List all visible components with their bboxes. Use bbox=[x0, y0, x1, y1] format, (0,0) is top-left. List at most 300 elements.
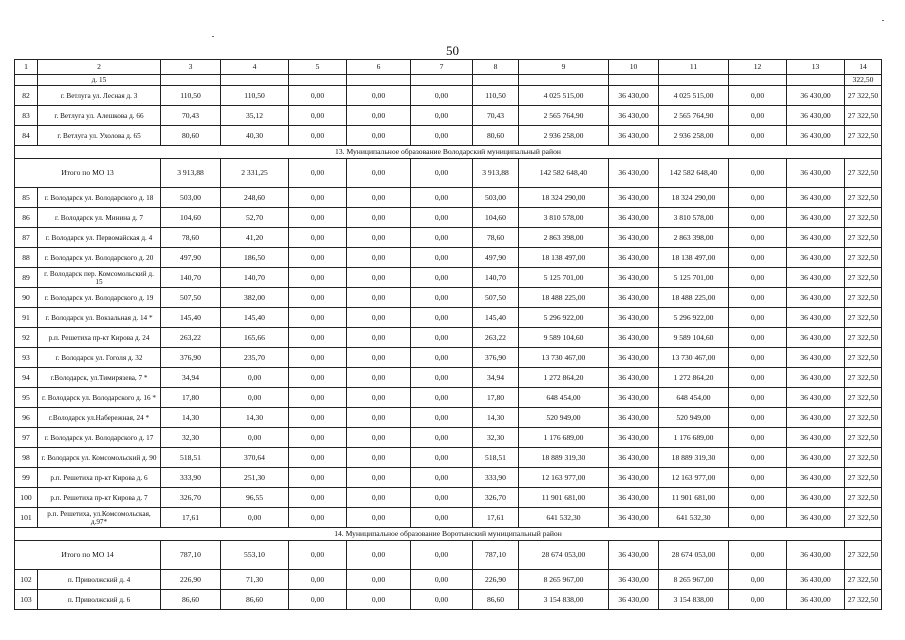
cell-no: 82 bbox=[15, 86, 38, 106]
cell-col4: 0,00 bbox=[221, 368, 289, 388]
cell-col14: 27 322,50 bbox=[845, 408, 882, 428]
cell-no: 103 bbox=[15, 590, 38, 610]
cell-col14: 27 322,50 bbox=[845, 106, 882, 126]
cell-col7: 0,00 bbox=[411, 348, 473, 368]
cell-col3: 3 913,88 bbox=[161, 159, 221, 188]
column-index-cell: 10 bbox=[609, 60, 659, 75]
cell-col14: 27 322,50 bbox=[845, 541, 882, 570]
cell-col6: 0,00 bbox=[347, 590, 411, 610]
cell-empty bbox=[161, 75, 221, 86]
cell-col9: 648 454,00 bbox=[519, 388, 609, 408]
column-index-cell: 12 bbox=[729, 60, 787, 75]
cell-col8: 376,90 bbox=[473, 348, 519, 368]
cell-col12: 0,00 bbox=[729, 288, 787, 308]
cell-col10: 36 430,00 bbox=[609, 408, 659, 428]
cell-col9: 12 163 977,00 bbox=[519, 468, 609, 488]
cell-col14: 27 322,50 bbox=[845, 248, 882, 268]
cell-col9: 3 810 578,00 bbox=[519, 208, 609, 228]
cell-empty bbox=[659, 75, 729, 86]
cell-col13: 36 430,00 bbox=[787, 159, 845, 188]
cell-col11: 2 863 398,00 bbox=[659, 228, 729, 248]
cell-address: г. Ветлуга ул. Алешкова д. 66 bbox=[38, 106, 161, 126]
cell-col4: 2 331,25 bbox=[221, 159, 289, 188]
cell-col8: 3 913,88 bbox=[473, 159, 519, 188]
cell-col14: 27 322,50 bbox=[845, 328, 882, 348]
cell-no: 89 bbox=[15, 268, 38, 288]
section-header-14 bbox=[15, 528, 882, 541]
cell-col3: 376,90 bbox=[161, 348, 221, 368]
cell-col12: 0,00 bbox=[729, 126, 787, 146]
cell-col10: 36 430,00 bbox=[609, 268, 659, 288]
cell-col11: 142 582 648,40 bbox=[659, 159, 729, 188]
cell-empty bbox=[411, 75, 473, 86]
cell-col6: 0,00 bbox=[347, 348, 411, 368]
cell-col14: 27 322,50 bbox=[845, 288, 882, 308]
cell-col4: 35,12 bbox=[221, 106, 289, 126]
cell-col9: 18 889 319,30 bbox=[519, 448, 609, 468]
section-title: 13. Муниципальное образование Володарский муниципальный район bbox=[15, 146, 882, 159]
cell-empty bbox=[729, 75, 787, 86]
cell-col4: 370,64 bbox=[221, 448, 289, 468]
cell-col4: 96,55 bbox=[221, 488, 289, 508]
cell-col3: 110,50 bbox=[161, 86, 221, 106]
cell-address: п. Приволжский д. 6 bbox=[38, 590, 161, 610]
cell-col14: 27 322,50 bbox=[845, 488, 882, 508]
cell-col8: 326,70 bbox=[473, 488, 519, 508]
cell-no: 97 bbox=[15, 428, 38, 448]
cell-col3: 333,90 bbox=[161, 468, 221, 488]
cell-no: 101 bbox=[15, 508, 38, 528]
cell-no: 90 bbox=[15, 288, 38, 308]
cell-col6: 0,00 bbox=[347, 408, 411, 428]
cell-col5: 0,00 bbox=[289, 368, 347, 388]
cell-col4: 52,70 bbox=[221, 208, 289, 228]
cell-empty bbox=[473, 75, 519, 86]
cell-col7: 0,00 bbox=[411, 106, 473, 126]
cell-col14: 27 322,50 bbox=[845, 159, 882, 188]
cell-col3: 14,30 bbox=[161, 408, 221, 428]
cell-address: г. Ветлуга ул. Ухолова д. 65 bbox=[38, 126, 161, 146]
cell-col9: 13 730 467,00 bbox=[519, 348, 609, 368]
cell-address: г. Володарск пер. Комсомольский д. 15 bbox=[38, 268, 161, 288]
cell-col3: 70,43 bbox=[161, 106, 221, 126]
cell-col12: 0,00 bbox=[729, 541, 787, 570]
cell-col11: 1 272 864,20 bbox=[659, 368, 729, 388]
cell-col3: 497,90 bbox=[161, 248, 221, 268]
cell-col9: 18 324 290,00 bbox=[519, 188, 609, 208]
cell-col3: 140,70 bbox=[161, 268, 221, 288]
cell-col6: 0,00 bbox=[347, 468, 411, 488]
cell-col13: 36 430,00 bbox=[787, 228, 845, 248]
cell-col5: 0,00 bbox=[289, 126, 347, 146]
cell-col11: 13 730 467,00 bbox=[659, 348, 729, 368]
cell-col13: 36 430,00 bbox=[787, 590, 845, 610]
cell-address: р.п. Решетиха пр-кт Кирова д. 6 bbox=[38, 468, 161, 488]
cell-col8: 17,80 bbox=[473, 388, 519, 408]
cell-col6: 0,00 bbox=[347, 268, 411, 288]
cell-no: 83 bbox=[15, 106, 38, 126]
cell-col4: 235,70 bbox=[221, 348, 289, 368]
cell-col10: 36 430,00 bbox=[609, 248, 659, 268]
cell-no: 88 bbox=[15, 248, 38, 268]
cell-col14: 27 322,50 bbox=[845, 308, 882, 328]
cell-col10: 36 430,00 bbox=[609, 308, 659, 328]
cell-col12: 0,00 bbox=[729, 388, 787, 408]
cell-col13: 36 430,00 bbox=[787, 508, 845, 528]
cell-col8: 80,60 bbox=[473, 126, 519, 146]
cell-col14: 27 322,50 bbox=[845, 348, 882, 368]
cell-col10: 36 430,00 bbox=[609, 508, 659, 528]
cell-col5: 0,00 bbox=[289, 488, 347, 508]
cell-address: р.п. Решетиха пр-кт Кирова д. 7 bbox=[38, 488, 161, 508]
cell-col7: 0,00 bbox=[411, 159, 473, 188]
cell-col5: 0,00 bbox=[289, 308, 347, 328]
cell-col3: 104,60 bbox=[161, 208, 221, 228]
cell-col4: 186,50 bbox=[221, 248, 289, 268]
cell-col5: 0,00 bbox=[289, 428, 347, 448]
cell-empty bbox=[289, 75, 347, 86]
cell-col6: 0,00 bbox=[347, 228, 411, 248]
cell-col4: 86,60 bbox=[221, 590, 289, 610]
cell-col5: 0,00 bbox=[289, 268, 347, 288]
cell-col12: 0,00 bbox=[729, 308, 787, 328]
cell-col9: 18 138 497,00 bbox=[519, 248, 609, 268]
cell-col6: 0,00 bbox=[347, 86, 411, 106]
cell-address: г. Володарск ул. Минина д. 7 bbox=[38, 208, 161, 228]
cell-col5: 0,00 bbox=[289, 468, 347, 488]
cell-col12: 0,00 bbox=[729, 248, 787, 268]
cell-col8: 263,22 bbox=[473, 328, 519, 348]
cell-no: 100 bbox=[15, 488, 38, 508]
table-row bbox=[15, 268, 882, 288]
cell-col7: 0,00 bbox=[411, 308, 473, 328]
cell-col12: 0,00 bbox=[729, 488, 787, 508]
cell-col12: 0,00 bbox=[729, 428, 787, 448]
section-header-13 bbox=[15, 146, 882, 159]
cell-col5: 0,00 bbox=[289, 570, 347, 590]
cell-col11: 9 589 104,60 bbox=[659, 328, 729, 348]
cell-col5: 0,00 bbox=[289, 541, 347, 570]
table-row bbox=[15, 248, 882, 268]
cell-col3: 226,90 bbox=[161, 570, 221, 590]
cell-col14: 27 322,50 bbox=[845, 448, 882, 468]
table-row bbox=[15, 106, 882, 126]
table-row bbox=[15, 570, 882, 590]
cell-col9: 520 949,00 bbox=[519, 408, 609, 428]
cell-col6: 0,00 bbox=[347, 328, 411, 348]
cell-col10: 36 430,00 bbox=[609, 86, 659, 106]
carried-over-row bbox=[15, 75, 882, 86]
cell-col3: 78,60 bbox=[161, 228, 221, 248]
cell-col11: 641 532,30 bbox=[659, 508, 729, 528]
cell-col6: 0,00 bbox=[347, 248, 411, 268]
cell-col10: 36 430,00 bbox=[609, 590, 659, 610]
cell-col7: 0,00 bbox=[411, 86, 473, 106]
cell-address: г.Володарск ул.Набережная, 24 * bbox=[38, 408, 161, 428]
cell-col4: 0,00 bbox=[221, 388, 289, 408]
cell-col5: 0,00 bbox=[289, 348, 347, 368]
cell-col9: 5 125 701,00 bbox=[519, 268, 609, 288]
cell-col14: 27 322,50 bbox=[845, 126, 882, 146]
cell-col8: 32,30 bbox=[473, 428, 519, 448]
cell-col10: 36 430,00 bbox=[609, 159, 659, 188]
cell-col5: 0,00 bbox=[289, 328, 347, 348]
cell-col5: 0,00 bbox=[289, 508, 347, 528]
table-row bbox=[15, 488, 882, 508]
cell-col11: 18 889 319,30 bbox=[659, 448, 729, 468]
cell-col10: 36 430,00 bbox=[609, 488, 659, 508]
cell-col9: 18 488 225,00 bbox=[519, 288, 609, 308]
cell-col6: 0,00 bbox=[347, 428, 411, 448]
cell-col8: 78,60 bbox=[473, 228, 519, 248]
cell-col4: 248,60 bbox=[221, 188, 289, 208]
cell-col12: 0,00 bbox=[729, 468, 787, 488]
cell-col10: 36 430,00 bbox=[609, 188, 659, 208]
cell-col4: 251,30 bbox=[221, 468, 289, 488]
cell-col5: 0,00 bbox=[289, 288, 347, 308]
cell-address: г. Володарск ул. Первомайская д. 4 bbox=[38, 228, 161, 248]
cell-col4: 0,00 bbox=[221, 428, 289, 448]
cell-col9: 5 296 922,00 bbox=[519, 308, 609, 328]
cell-col11: 2 936 258,00 bbox=[659, 126, 729, 146]
cell-col10: 36 430,00 bbox=[609, 468, 659, 488]
page-number: 50 bbox=[446, 43, 459, 58]
table-row bbox=[15, 428, 882, 448]
cell-col7: 0,00 bbox=[411, 328, 473, 348]
cell-col11: 18 138 497,00 bbox=[659, 248, 729, 268]
cell-col5: 0,00 bbox=[289, 159, 347, 188]
table-row bbox=[15, 348, 882, 368]
cell-no: 94 bbox=[15, 368, 38, 388]
cell-col7: 0,00 bbox=[411, 126, 473, 146]
cell-col10: 36 430,00 bbox=[609, 448, 659, 468]
cell-col7: 0,00 bbox=[411, 248, 473, 268]
cell-col7: 0,00 bbox=[411, 468, 473, 488]
cell-col7: 0,00 bbox=[411, 590, 473, 610]
cell-col12: 0,00 bbox=[729, 448, 787, 468]
cell-col11: 520 949,00 bbox=[659, 408, 729, 428]
cell-col14: 27 322,50 bbox=[845, 228, 882, 248]
cell-col12: 0,00 bbox=[729, 188, 787, 208]
cell-col9: 641 532,30 bbox=[519, 508, 609, 528]
cell-col14: 27 322,50 bbox=[845, 388, 882, 408]
cell-address: п. Приволжский д. 4 bbox=[38, 570, 161, 590]
cell-col7: 0,00 bbox=[411, 570, 473, 590]
cell-col11: 8 265 967,00 bbox=[659, 570, 729, 590]
cell-col7: 0,00 bbox=[411, 388, 473, 408]
table-row bbox=[15, 126, 882, 146]
cell-col13: 36 430,00 bbox=[787, 106, 845, 126]
cell-col4: 145,40 bbox=[221, 308, 289, 328]
cell-col12: 0,00 bbox=[729, 208, 787, 228]
cell-col9: 142 582 648,40 bbox=[519, 159, 609, 188]
cell-col10: 36 430,00 bbox=[609, 368, 659, 388]
cell-address: д. 15 bbox=[38, 75, 161, 86]
cell-col3: 507,50 bbox=[161, 288, 221, 308]
cell-col8: 497,90 bbox=[473, 248, 519, 268]
cell-col13: 36 430,00 bbox=[787, 86, 845, 106]
cell-col5: 0,00 bbox=[289, 106, 347, 126]
cell-address: г.Володарск, ул.Тимирязева, 7 * bbox=[38, 368, 161, 388]
column-index-cell: 6 bbox=[347, 60, 411, 75]
cell-col12: 0,00 bbox=[729, 590, 787, 610]
cell-col8: 110,50 bbox=[473, 86, 519, 106]
cell-no bbox=[15, 75, 38, 86]
cell-col10: 36 430,00 bbox=[609, 228, 659, 248]
cell-col9: 8 265 967,00 bbox=[519, 570, 609, 590]
cell-col8: 787,10 bbox=[473, 541, 519, 570]
cell-col11: 1 176 689,00 bbox=[659, 428, 729, 448]
cell-address: р.п. Решетиха пр-кт Кирова д. 24 bbox=[38, 328, 161, 348]
cell-col12: 0,00 bbox=[729, 348, 787, 368]
cell-col6: 0,00 bbox=[347, 106, 411, 126]
table-row bbox=[15, 590, 882, 610]
cell-col13: 36 430,00 bbox=[787, 288, 845, 308]
cell-col12: 0,00 bbox=[729, 106, 787, 126]
cell-address: г. Володарск ул. Комсомольский д. 90 bbox=[38, 448, 161, 468]
cell-col12: 0,00 bbox=[729, 86, 787, 106]
cell-col14: 27 322,50 bbox=[845, 570, 882, 590]
cell-col13: 36 430,00 bbox=[787, 208, 845, 228]
cell-col11: 5 125 701,00 bbox=[659, 268, 729, 288]
cell-no: 99 bbox=[15, 468, 38, 488]
cell-col10: 36 430,00 bbox=[609, 328, 659, 348]
cell-col11: 2 565 764,90 bbox=[659, 106, 729, 126]
cell-col8: 145,40 bbox=[473, 308, 519, 328]
cell-col11: 18 488 225,00 bbox=[659, 288, 729, 308]
cell-col10: 36 430,00 bbox=[609, 388, 659, 408]
cell-col8: 86,60 bbox=[473, 590, 519, 610]
cell-col4: 382,00 bbox=[221, 288, 289, 308]
cell-col13: 36 430,00 bbox=[787, 468, 845, 488]
cell-col13: 36 430,00 bbox=[787, 428, 845, 448]
cell-col5: 0,00 bbox=[289, 86, 347, 106]
cell-col12: 0,00 bbox=[729, 408, 787, 428]
cell-col9: 2 936 258,00 bbox=[519, 126, 609, 146]
column-index-cell: 7 bbox=[411, 60, 473, 75]
cell-col13: 36 430,00 bbox=[787, 268, 845, 288]
cell-no: 87 bbox=[15, 228, 38, 248]
cell-col3: 326,70 bbox=[161, 488, 221, 508]
section-title: 14. Муниципальное образование Воротынский муниципальный район bbox=[15, 528, 882, 541]
cell-total-label: Итого по МО 13 bbox=[15, 159, 161, 188]
cell-col13: 36 430,00 bbox=[787, 188, 845, 208]
cell-col6: 0,00 bbox=[347, 388, 411, 408]
cell-col13: 36 430,00 bbox=[787, 488, 845, 508]
cell-col8: 70,43 bbox=[473, 106, 519, 126]
cell-col7: 0,00 bbox=[411, 228, 473, 248]
cell-col10: 36 430,00 bbox=[609, 208, 659, 228]
cell-col3: 503,00 bbox=[161, 188, 221, 208]
cell-col12: 0,00 bbox=[729, 368, 787, 388]
cell-col6: 0,00 bbox=[347, 488, 411, 508]
cell-col13: 36 430,00 bbox=[787, 248, 845, 268]
cell-col13: 36 430,00 bbox=[787, 348, 845, 368]
cell-col10: 36 430,00 bbox=[609, 541, 659, 570]
table-row bbox=[15, 468, 882, 488]
cell-col11: 12 163 977,00 bbox=[659, 468, 729, 488]
cell-col3: 787,10 bbox=[161, 541, 221, 570]
column-index-cell: 13 bbox=[787, 60, 845, 75]
total-row-14 bbox=[15, 541, 882, 570]
cell-address: г. Володарск ул. Вокзальная д. 14 * bbox=[38, 308, 161, 328]
cell-col14: 27 322,50 bbox=[845, 590, 882, 610]
table-row bbox=[15, 368, 882, 388]
cell-col7: 0,00 bbox=[411, 208, 473, 228]
cell-col4: 140,70 bbox=[221, 268, 289, 288]
cell-col3: 518,51 bbox=[161, 448, 221, 468]
cell-col9: 11 901 681,00 bbox=[519, 488, 609, 508]
cell-col5: 0,00 bbox=[289, 188, 347, 208]
scan-speck bbox=[212, 36, 214, 37]
cell-col13: 36 430,00 bbox=[787, 368, 845, 388]
cell-col7: 0,00 bbox=[411, 488, 473, 508]
table-row bbox=[15, 308, 882, 328]
cell-col8: 104,60 bbox=[473, 208, 519, 228]
cell-address: г. Володарск ул. Володарского д. 19 bbox=[38, 288, 161, 308]
cell-col9: 28 674 053,00 bbox=[519, 541, 609, 570]
cell-col10: 36 430,00 bbox=[609, 348, 659, 368]
cell-col3: 145,40 bbox=[161, 308, 221, 328]
cell-no: 96 bbox=[15, 408, 38, 428]
cell-empty bbox=[787, 75, 845, 86]
column-index-cell: 9 bbox=[519, 60, 609, 75]
table-row bbox=[15, 288, 882, 308]
cell-no: 98 bbox=[15, 448, 38, 468]
cell-col8: 34,94 bbox=[473, 368, 519, 388]
cell-col14: 27 322,50 bbox=[845, 368, 882, 388]
table-row bbox=[15, 448, 882, 468]
column-index-cell: 1 bbox=[15, 60, 38, 75]
cell-col6: 0,00 bbox=[347, 288, 411, 308]
column-index-cell: 11 bbox=[659, 60, 729, 75]
cell-col11: 648 454,00 bbox=[659, 388, 729, 408]
registry-table bbox=[14, 59, 882, 610]
cell-no: 95 bbox=[15, 388, 38, 408]
cell-col6: 0,00 bbox=[347, 570, 411, 590]
column-index-cell: 3 bbox=[161, 60, 221, 75]
cell-col6: 0,00 bbox=[347, 188, 411, 208]
cell-col3: 34,94 bbox=[161, 368, 221, 388]
cell-col9: 1 272 864,20 bbox=[519, 368, 609, 388]
cell-col13: 36 430,00 bbox=[787, 308, 845, 328]
cell-col5: 0,00 bbox=[289, 388, 347, 408]
cell-address: г. Ветлуга ул. Лесная д. 3 bbox=[38, 86, 161, 106]
table-row bbox=[15, 508, 882, 528]
cell-col4: 165,66 bbox=[221, 328, 289, 348]
table-row bbox=[15, 188, 882, 208]
cell-col8: 503,00 bbox=[473, 188, 519, 208]
scan-speck bbox=[882, 20, 884, 21]
cell-col14: 27 322,50 bbox=[845, 508, 882, 528]
cell-col11: 18 324 290,00 bbox=[659, 188, 729, 208]
cell-empty bbox=[519, 75, 609, 86]
cell-col11: 28 674 053,00 bbox=[659, 541, 729, 570]
table-row bbox=[15, 328, 882, 348]
cell-no: 84 bbox=[15, 126, 38, 146]
cell-col5: 0,00 bbox=[289, 228, 347, 248]
total-row-13 bbox=[15, 159, 882, 188]
cell-col9: 9 589 104,60 bbox=[519, 328, 609, 348]
cell-col4: 110,50 bbox=[221, 86, 289, 106]
cell-col11: 3 810 578,00 bbox=[659, 208, 729, 228]
cell-col14: 27 322,50 bbox=[845, 268, 882, 288]
cell-col13: 36 430,00 bbox=[787, 388, 845, 408]
cell-col3: 17,80 bbox=[161, 388, 221, 408]
cell-col12: 0,00 bbox=[729, 508, 787, 528]
cell-col6: 0,00 bbox=[347, 126, 411, 146]
cell-col14: 322,50 bbox=[845, 75, 882, 86]
